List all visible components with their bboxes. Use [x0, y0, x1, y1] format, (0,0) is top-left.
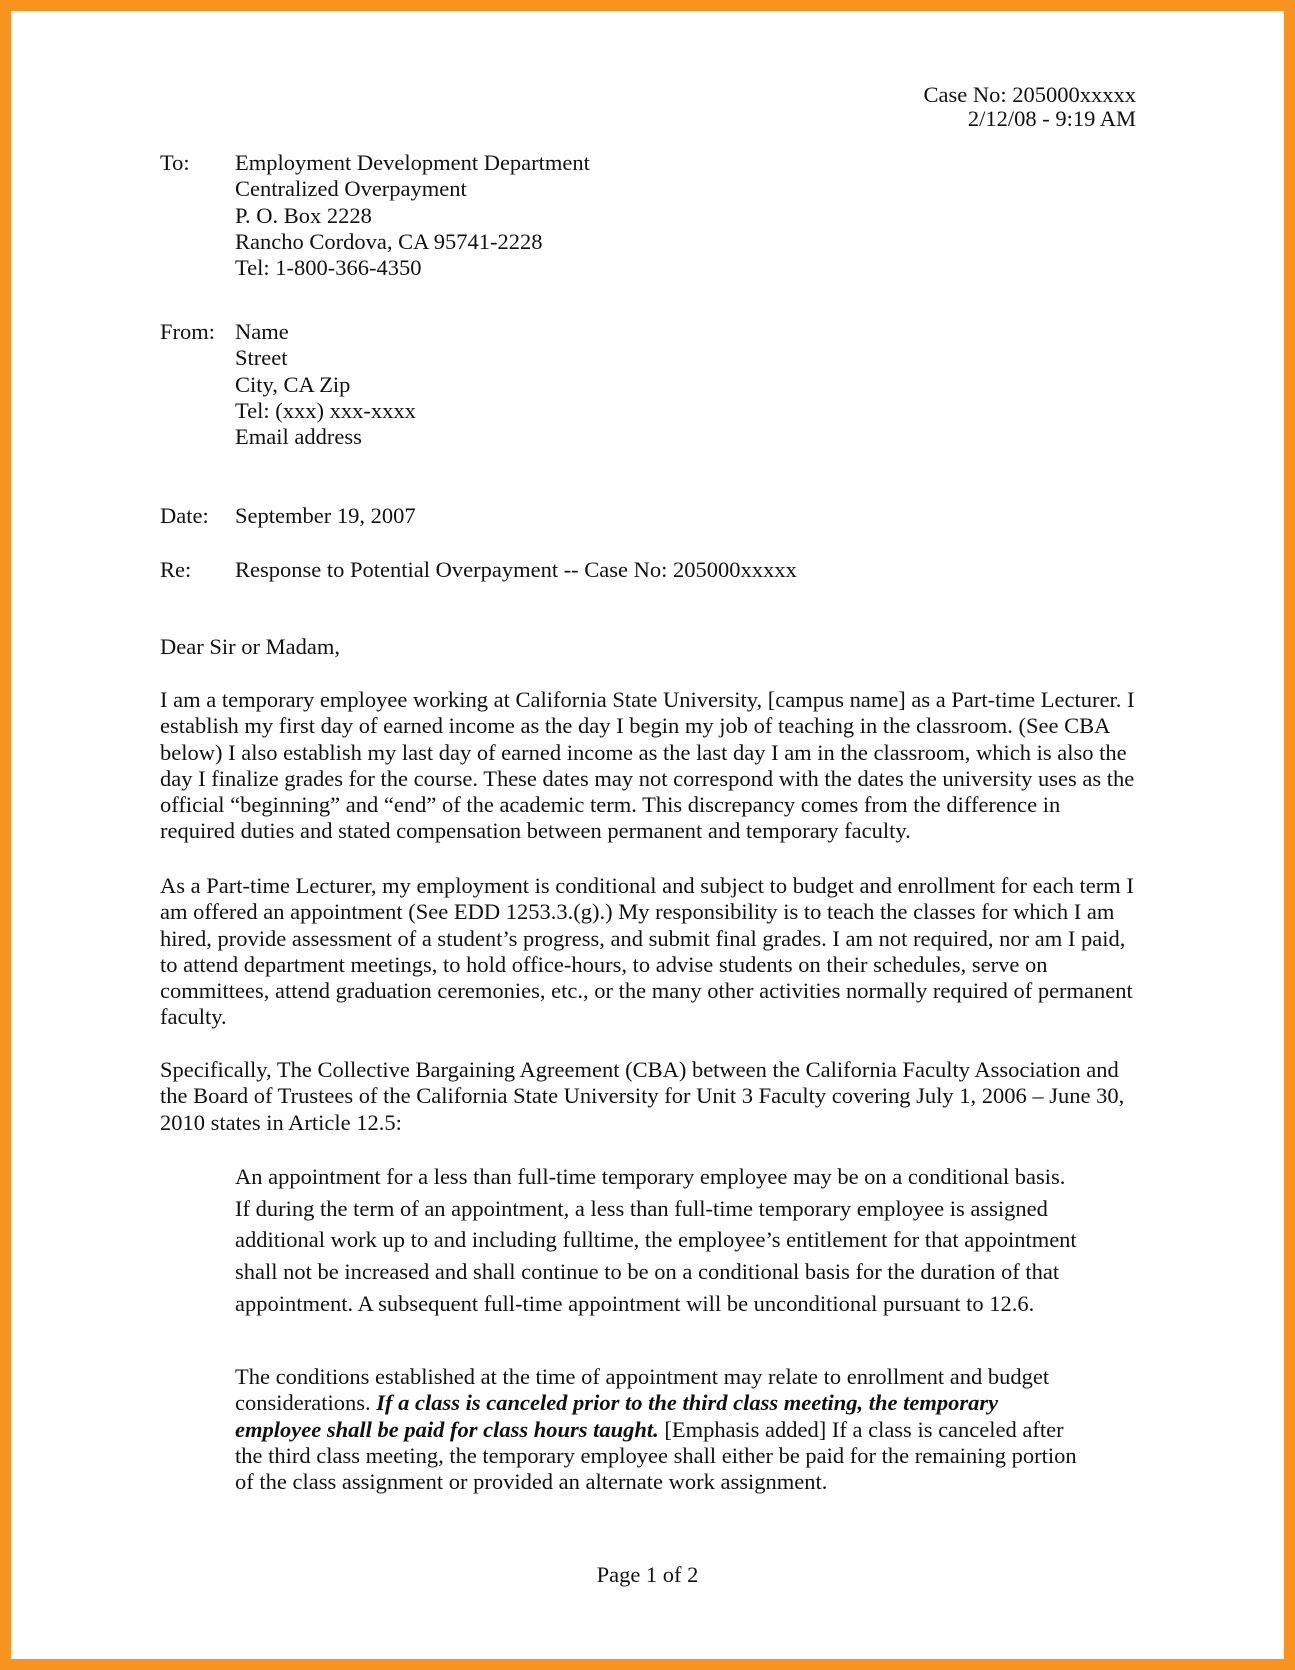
- date-value: September 19, 2007: [235, 503, 416, 528]
- to-line: P. O. Box 2228: [235, 202, 372, 228]
- to-line: Rancho Cordova, CA 95741-2228: [235, 228, 543, 254]
- page-number: Page 1 of 2: [596, 1562, 699, 1587]
- body-paragraph: Specifically, The Collective Bargaining Agreement (CBA) between the California Faculty Association and the Board of Trustees of the California State University for Unit 3 Faculty covering July 1, 2006 – June 30, 2010 states in Article 12.5:: [160, 1057, 1125, 1135]
- from-line: City, CA Zip: [235, 371, 351, 397]
- from-label: From:: [160, 319, 216, 344]
- body-paragraph: As a Part-time Lecturer, my employment is conditional and subject to budget and enrollment for each term I am offered an appointment (See EDD 1253.3.(g).) My responsibility is to teach the classes for which I am hired, provide assessment of a student’s progress, and submit final grades. I am not required, nor am I paid, to attend department meetings, to hold office-hours, to advise students on their schedules, serve on committees, attend graduation ceremonies, etc., or the many other activities normally required of permanent faculty.: [160, 873, 1134, 1030]
- salutation: Dear Sir or Madam,: [160, 634, 340, 659]
- re-value: Response to Potential Overpayment -- Case No: 205000xxxxx: [235, 557, 797, 582]
- from-line: Email address: [235, 424, 362, 450]
- to-line: Centralized Overpayment: [235, 176, 467, 202]
- emphasized-text: If a class is canceled prior to the third class meeting, the temporary employee shall be paid for class hours taught.: [235, 1390, 999, 1442]
- cba-quote-paragraph: [235, 1364, 1085, 1495]
- case-number: Case No: 205000xxxxx: [923, 82, 1136, 107]
- re-label: Re:: [160, 557, 192, 582]
- cba-quote-paragraph: An appointment for a less than full-time temporary employee may be on a conditional basis. If during the term of an appointment, a less than full-time temporary employee is assigned additional work up to and including fulltime, the employee’s entitlement for that appointment shall not be increased and shall continue to be on a conditional basis for the duration of that appointment. A subsequent full-time appointment will be unconditional pursuant to 12.6.: [235, 1164, 1077, 1316]
- quote-text: [Emphasis added] If a class is canceled after the third class meeting, the temporary employee shall either be paid for the remaining portion of the class assignment or provided an alternate work assignment.: [235, 1416, 1077, 1495]
- quote-text: The conditions established at the time of appointment may relate to enrollment and budget considerations.: [235, 1364, 1050, 1416]
- date-label: Date:: [160, 503, 209, 528]
- timestamp: 2/12/08 - 9:19 AM: [967, 106, 1136, 131]
- to-line: Employment Development Department: [235, 150, 590, 175]
- from-line: Tel: (xxx) xxx-xxxx: [235, 397, 416, 423]
- body-paragraph: I am a temporary employee working at California State University, [campus name] as a Part-time Lecturer. I establish my first day of earned income as the day I begin my job of teaching in the classroom. (See CBA below) I also establish my last day of earned income as the last day I am in the classroom, which is also the day I finalize grades for the course. These dates may not correspond with the dates the university uses as the official “beginning” and “end” of the academic term. This discrepancy comes from the difference in required duties and stated compensation between permanent and temporary faculty.: [160, 687, 1135, 844]
- to-address: [235, 150, 590, 281]
- from-line: Name: [235, 319, 289, 344]
- from-line: Street: [235, 345, 288, 371]
- case-header: [924, 83, 1137, 131]
- to-label: To:: [160, 150, 190, 175]
- to-line: Tel: 1-800-366-4350: [235, 255, 422, 281]
- from-address: [235, 319, 416, 450]
